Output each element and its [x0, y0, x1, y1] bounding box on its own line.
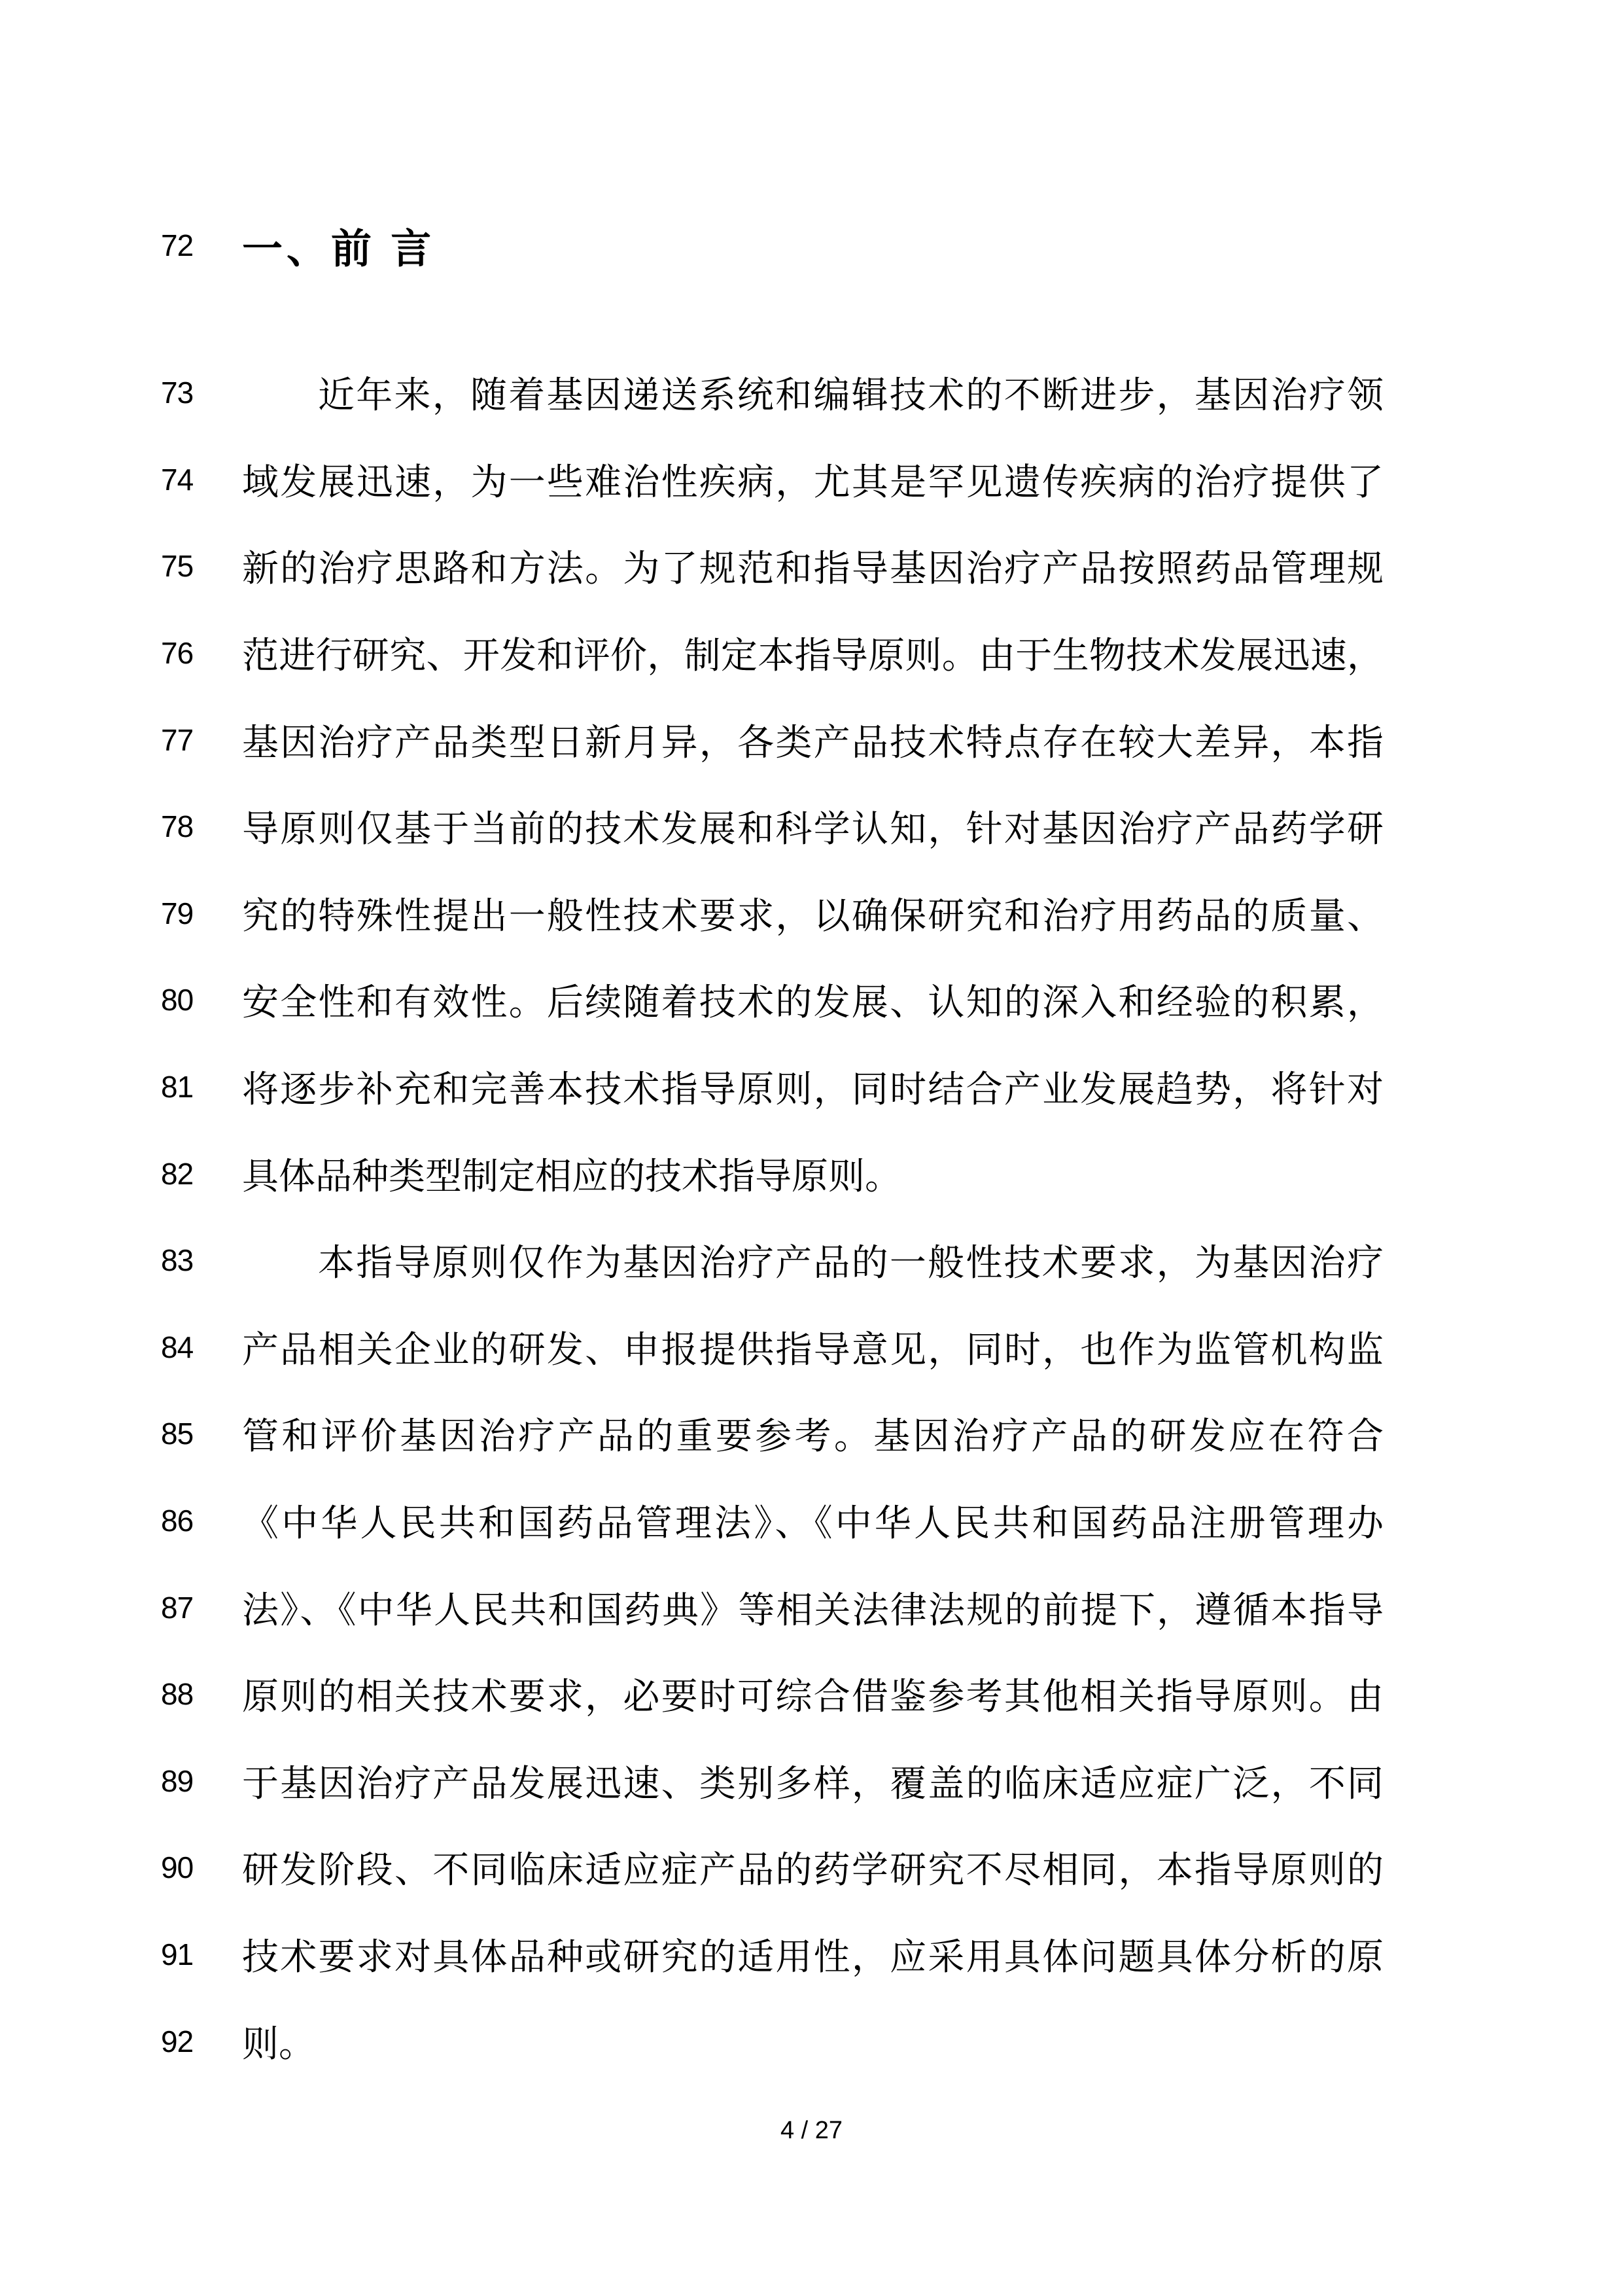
- line-text: 导原则仅基于当前的技术发展和科学认知，针对基因治疗产品药学研: [242, 808, 1384, 850]
- line-text: 于基因治疗产品发展迅速、类别多样，覆盖的临床适应症广泛，不同: [242, 1762, 1384, 1804]
- text-line-row: [0, 523, 1623, 610]
- text-line-row: [0, 1130, 1623, 1217]
- page-footer: [0, 2117, 1623, 2145]
- line-number: 86: [161, 1504, 194, 1538]
- text-line-row: [0, 1824, 1623, 1911]
- line-number: 85: [161, 1417, 194, 1451]
- line-number: 79: [161, 896, 194, 930]
- text-line-row: [0, 1738, 1623, 1825]
- line-text: 本指导原则仅作为基因治疗产品的一般性技术要求，为基因治疗: [318, 1242, 1384, 1284]
- line-number: 83: [161, 1243, 194, 1278]
- body-lines: [0, 349, 1623, 2085]
- text-line-row: [0, 783, 1623, 870]
- line-number: 77: [161, 722, 194, 757]
- line-text: 《中华人民共和国药品管理法》、《中华人民共和国药品注册管理办: [242, 1502, 1384, 1544]
- line-number: 78: [161, 809, 194, 844]
- line-text: 研发阶段、不同临床适应症产品的药学研究不尽相同，本指导原则的: [242, 1849, 1384, 1891]
- line-number: 89: [161, 1763, 194, 1798]
- line-number: 88: [161, 1677, 194, 1712]
- text-line-row: [0, 870, 1623, 957]
- text-line-row: [0, 1477, 1623, 1564]
- line-text: 管和评价基因治疗产品的重要参考。基因治疗产品的研发应在符合: [242, 1415, 1384, 1457]
- text-line-row: [0, 696, 1623, 783]
- text-line-row: [0, 1390, 1623, 1477]
- line-number: 84: [161, 1330, 194, 1364]
- text-line-row: [0, 349, 1623, 436]
- line-number: 87: [161, 1590, 194, 1625]
- text-line-row: [0, 1044, 1623, 1131]
- text-line-row: [0, 1564, 1623, 1651]
- page-number: 4 / 27: [780, 2117, 843, 2144]
- line-number: 91: [161, 1937, 194, 1971]
- line-text: 将逐步补充和完善本技术指导原则，同时结合产业发展趋势，将针对: [242, 1069, 1384, 1110]
- text-line-row: [0, 436, 1623, 523]
- section-heading-row: [0, 216, 1623, 275]
- line-text: 具体品种类型制定相应的技术指导原则。: [242, 1155, 901, 1197]
- line-text: 基因治疗产品类型日新月异，各类产品技术特点存在较大差异，本指: [242, 721, 1384, 763]
- text-line-row: [0, 1651, 1623, 1738]
- text-line-row: [0, 1217, 1623, 1304]
- line-number: 74: [161, 462, 194, 497]
- text-line-row: [0, 1911, 1623, 1998]
- line-number: 90: [161, 1850, 194, 1885]
- line-text: 近年来，随着基因递送系统和编辑技术的不断进步，基因治疗领: [318, 374, 1384, 416]
- text-line-row: [0, 957, 1623, 1044]
- line-text: 原则的相关技术要求，必要时可综合借鉴参考其他相关指导原则。由: [242, 1676, 1384, 1718]
- section-heading: 一、前 言: [242, 226, 436, 272]
- line-number: 75: [161, 549, 194, 584]
- line-number: 76: [161, 636, 194, 671]
- line-number: 81: [161, 1070, 194, 1104]
- line-text: 域发展迅速，为一些难治性疾病，尤其是罕见遗传疾病的治疗提供了: [242, 461, 1384, 503]
- line-number: 92: [161, 2024, 194, 2058]
- line-text: 产品相关企业的研发、申报提供指导意见，同时，也作为监管机构监: [242, 1328, 1384, 1370]
- line-text: 法》、《中华人民共和国药典》等相关法律法规的前提下，遵循本指导: [242, 1589, 1384, 1631]
- line-text: 技术要求对具体品种或研究的适用性，应采用具体问题具体分析的原: [242, 1935, 1384, 1977]
- line-number: 73: [161, 376, 194, 410]
- line-text: 新的治疗思路和方法。为了规范和指导基因治疗产品按照药品管理规: [242, 548, 1384, 590]
- text-line-row: [0, 610, 1623, 697]
- line-number: 82: [161, 1156, 194, 1191]
- line-text: 安全性和有效性。后续随着技术的发展、认知的深入和经验的积累，: [242, 981, 1384, 1023]
- line-number: 80: [161, 983, 194, 1017]
- text-line-row: [0, 1998, 1623, 2085]
- line-text: 则。: [242, 2022, 315, 2064]
- line-text: 究的特殊性提出一般性技术要求，以确保研究和治疗用药品的质量、: [242, 894, 1384, 936]
- line-number: 72: [161, 228, 194, 262]
- line-text: 范进行研究、开发和评价，制定本指导原则。由于生物技术发展迅速，: [242, 635, 1384, 677]
- text-line-row: [0, 1304, 1623, 1391]
